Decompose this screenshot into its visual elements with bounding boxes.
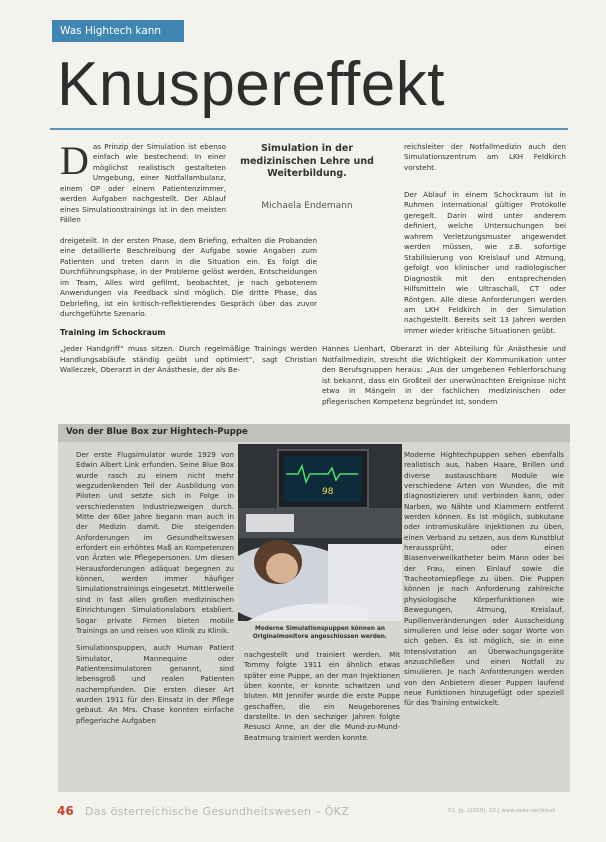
box-paragraph: Der erste Flugsimulator wurde 1929 von Edwin Albert Link erfunden. Seine Blue Box wurde rasch zu einem nicht mehr wegzudenkenden Teil der Ausbildung von Piloten und setzte sich in Folge in verschiedensten Industriezweigen durch. Mitte der 60er Jahre begann man auch in der Medizin damit. Die steigenden Anforderungen im Gesundheitswesen erfordert ein erhöhtes Maß an Kompetenzen von Ärzten wie Pflegepersonen. Um diesen Herausforderungen adäquat begegnen zu können, werden immer häufiger Simulationstrainings eingesetzt. Mittlerweile sind in fast allen großen medizinischen Einrichtungen Simulationslabors etabliert. Sogar private Firmen bieten mobile Trainings an und reisen von Klinik zu Klinik. bbox=[76, 450, 234, 635]
info-box-column-2 bbox=[244, 650, 400, 750]
article-author: Michaela Endemann bbox=[261, 201, 353, 211]
magazine-name: Das österreichische Gesundheitswesen – ÖKZ bbox=[85, 805, 350, 818]
simulation-mannequin-photo bbox=[238, 444, 402, 621]
section-subheading: Training im Schockraum bbox=[60, 327, 166, 337]
article-subtitle: Simulation in der medizinischen Lehre und Weiterbildung. bbox=[240, 143, 374, 179]
photo-caption: Moderne Simulationspuppen können an Originalmonitore angeschlossen werden. bbox=[252, 626, 388, 640]
title-divider bbox=[50, 128, 568, 130]
intro-text: as Prinzip der Simulation ist ebenso einfach wie bestechend: In einer möglichst realistisch gestalteten Umgebung, einer Notfallambulanz, einem OP oder einem Patientenzimmer, werden Aufgaben nachgestellt. Der Ablauf eines Simulationstrainings ist in den meisten Fällen bbox=[60, 142, 226, 225]
section-tab: Was Hightech kann bbox=[52, 20, 184, 42]
info-box-title: Von der Blue Box zur Hightech-Puppe bbox=[66, 427, 248, 437]
article-intro bbox=[60, 138, 226, 226]
article-body-right-top bbox=[404, 142, 566, 173]
info-box-column-3 bbox=[404, 450, 564, 716]
body-paragraph: Der Ablauf in einem Schockraum ist in Ruhmen international gültiger Protokolle geregelt. Darin wird unter anderem definiert, welche Untersuchungen bei wahrem Verletzungsmuster angewendet werden müssen, wie z.B. sofortige Stabilisierung von Kreislauf und Atmung, gefolgt von klinischer und radiologischer Diagnostik mit den entsprechenden Hilfsmitteln wie Ultraschall, CT oder Röntgen. Alle diese Anforderungen werden am LKH Feldkirch in der Simulation nachgestellt. Bereits seit 13 Jahren werden immer wieder kritische Situationen geübt. bbox=[404, 190, 566, 335]
box-paragraph: Moderne Hightechpuppen sehen ebenfalls realistisch aus, haben Haare, Brillen und diverse austauschbare Module wie verschiedene Arten von Wunden, die mit diagnostizieren und verbinden kann, oder Narben, wo Nähte und Klammern entfernt werden können. Es ist möglich, subkutane oder intramuskuläre Injektionen zu üben, einen Verband zu setzen, aus dem Kunstblut heraussprüht, oder einen Blasenverweilkatheter beim Mann oder bei der Frau, einen Einlauf sowie die Tracheotomiepflege zu üben. Die Puppen können je nach Anforderung zahlreiche physiologische Körperfunktionen wie Bewegungen, Atmung, Kreislauf, Pupillenveränderungen oder Ausscheidung simulieren und leise oder sogar Worte von sich geben. Es ist möglich, sie in eine Intensivstation an Überwachungsgeräte anzuschließen und einen Notfall zu simulieren. Je nach Anforderungen werden von den Anbietern dieser Puppen laufend neue Funktionen hinzugefügt oder speziell für das Training entwickelt. bbox=[404, 450, 564, 708]
page-number: 46 bbox=[57, 804, 74, 818]
body-paragraph: dreigeteilt. In der ersten Phase, dem Briefing, erhalten die Probanden eine detaillierte Beschreibung der Aufgabe sowie Angaben zum Patienten und treten dann in die Situation ein. Es folgt die Durchführungsphase, in der Probleme gelöst werden, Entscheidungen im Team, Alles wird gefilmt, beobachtet, je nach gebotenem Anwendungen via Feedback sind möglich. Die dritte Phase, das Debriefing, ist ein kritisch-reflektierendes Gespräch über das zuvor durchgeführte Szenario. bbox=[60, 236, 317, 319]
dropcap: D bbox=[60, 138, 89, 183]
article-title: Knuspereffekt bbox=[57, 50, 445, 119]
article-body-left bbox=[60, 236, 317, 375]
photo-illustration bbox=[238, 444, 402, 621]
info-box-column-1 bbox=[76, 450, 234, 733]
box-paragraph: Simulationspuppen, auch Human Patient Simulator, Mannequine oder Patientensimulatoren genannt, sind lebensgroß und realen Patienten nachempfunden. Die ersten dieser Art wurden 1911 für den Einsatz in der Pflege gebaut. An Mrs. Chase konnten einfache pflegerische Aufgaben bbox=[76, 643, 234, 725]
body-paragraph: Hannes Lienhart, Oberarzt in der Abteilung für Anästhesie und Notfallmedizin, streicht die Wichtigkeit der Kommunikation unter den Berufsgruppen heraus: „Aus der umgebenen Fehlerforschung ist bekannt, dass ein Großteil der unerwünschten Ereignisse nicht etwa in Mängeln in der fachlichen medizinischen oder pflegerischen Kompetenz begründet ist, sondern bbox=[322, 344, 566, 406]
article-body-right bbox=[322, 190, 566, 407]
issue-info: 51. Jg. (2010), 03 | www.oekz.net/kiosk bbox=[448, 808, 556, 814]
body-paragraph: „Jeder Handgriff“ muss sitzen. Durch regelmäßige Trainings werden Handlungsabläufe ständig geübt und optimiert“, sagt Christian Walleczek, Oberarzt in der Anästhesie, der als Be- bbox=[60, 344, 317, 374]
body-paragraph: reichsleiter der Notfallmedizin auch den Simulationszentrum am LKH Feldkirch vorsteht. bbox=[404, 142, 566, 172]
box-paragraph: nachgestellt und trainiert werden. Mit Tommy folgte 1911 ein ähnlich etwas später eine Puppe, an der man Injektionen üben konnte, er konnte schwitzen und bluten. Mit Jennifer wurde die erste Puppe geschaffen, die ein Neugeborenes darstellte. In den sechziger Jahren folgte Resusci Anne, an der die Mund-zu-Mund-Beatmung trainiert werden konnte. bbox=[244, 650, 400, 742]
svg-text:98: 98 bbox=[322, 487, 334, 497]
